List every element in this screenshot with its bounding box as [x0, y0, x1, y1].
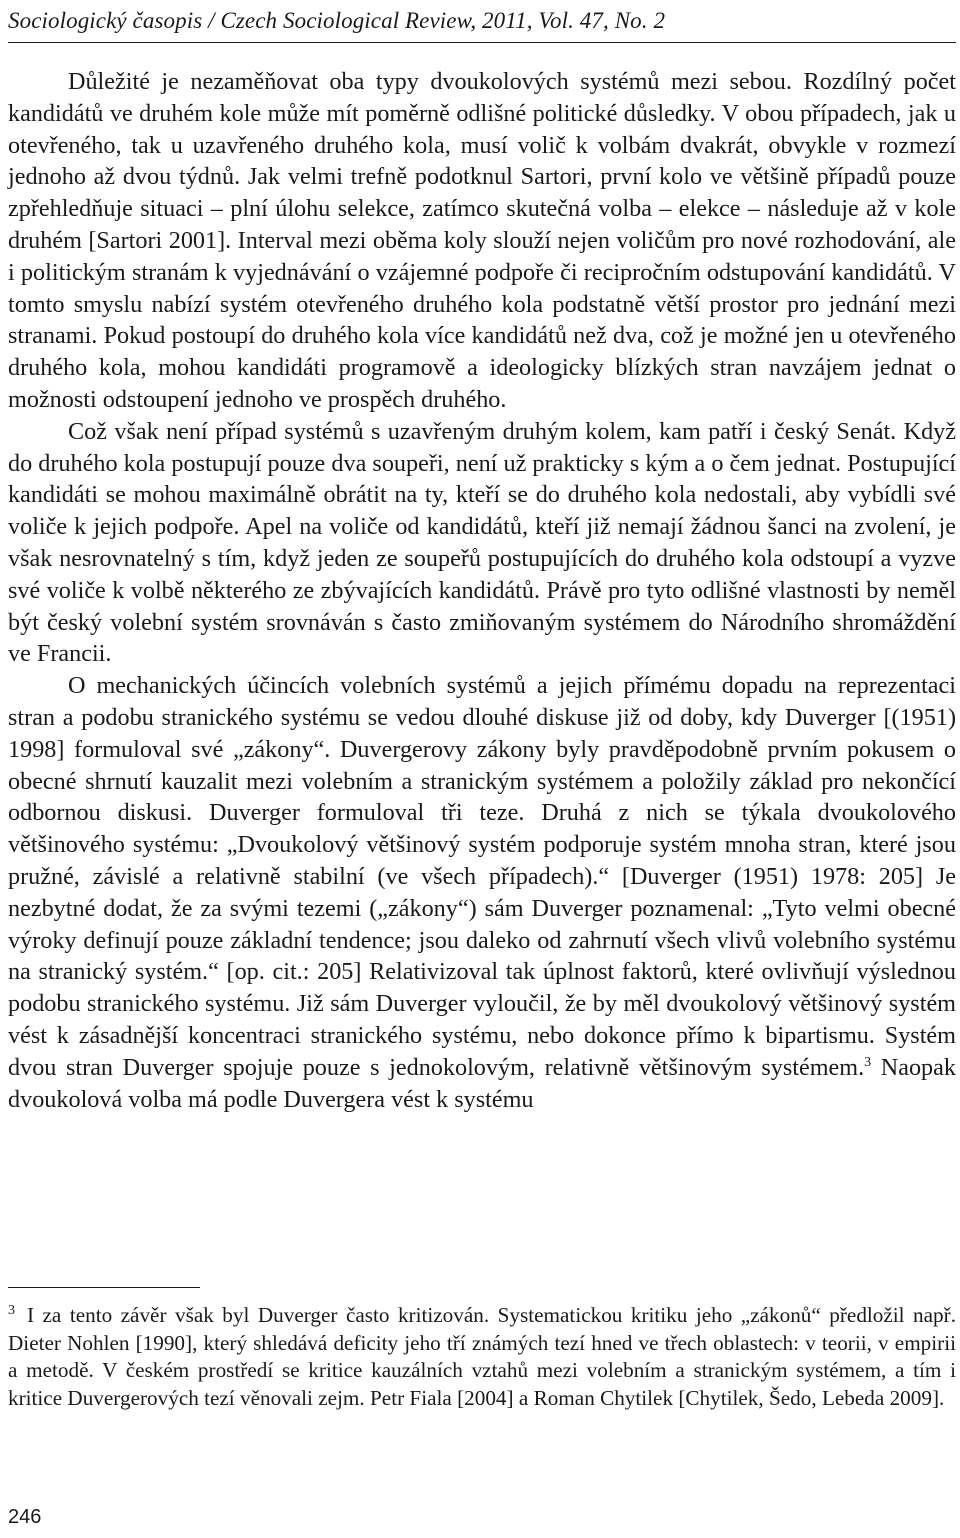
running-header: Sociologický časopis / Czech Sociological Review, 2011, Vol. 47, No. 2 — [8, 8, 666, 33]
page-number: 246 — [8, 1506, 42, 1528]
footnote-reference[interactable]: 3 — [864, 1054, 872, 1070]
footnote-text: I za tento závěr však byl Duverger často kritizován. Systematickou kritiku jeho „zákonů“ předložil např. Dieter Nohlen [1990], který shledává deficity jeho tří známých tezí hned ve třech oblastech: v teorii, v empirii a metodě. V českém prostředí se kritice kauzálních vztahů mezi volebním a stranickým systémem, a tím i kritice Duvergerových tezí věnovali zejm. Petr Fiala [2004] a Roman Chytilek [Chytilek, Šedo, Lebeda 2009]. — [8, 1303, 956, 1410]
paragraph-3 — [8, 670, 956, 1115]
paragraph-1: Důležité je nezaměňovat oba typy dvoukolových systémů mezi sebou. Rozdílný počet kandidátů ve druhém kole může mít poměrně odlišné politické důsledky. V obou případech, jak u otevřeného, tak u uzavřeného druhého kola, musí volič k volbám dvakrát, obvykle v rozmezí jednoho až dvou týdnů. Jak velmi trefně podotknul Sartori, první kolo ve většině případů pouze zpřehledňuje situaci – plní úlohu selekce, zatímco skutečná volba – elekce – následuje až v kole druhém [Sartori 2001]. Interval mezi oběma koly slouží nejen voličům pro nové rozhodování, ale i politickým stranám k vyjednávání o vzájemné podpoře či recipročním odstupování kandidátů. V tomto smyslu nabízí systém otevřeného druhého kola podstatně větší prostor pro jednání mezi stranami. Pokud postoupí do druhého kola více kandidátů než dva, což je možné jen u otevřeného druhého kola, mohou kandidáti programově a ideologicky blízkých stran navzájem jednat o možnosti odstoupení jednoho ve prospěch druhého. — [8, 68, 956, 413]
paragraph-3-text: O mechanických účincích volebních systémů a jejich přímému dopadu na reprezentaci stran a podobu stranického systému se vedou dlouhé diskuse již od doby, kdy Duverger [(1951) 1998] formuloval své „zákony“. Duvergerovy zákony byly pravděpodobně prvním pokusem o obecné shrnutí kauzalit mezi volebním a stranickým systémem a položily základ pro nekončící odbornou diskusi. Duverger formuloval tři teze. Druhá z nich se týkala dvoukolového většinového systému: „Dvoukolový většinový systém podporuje systém mnoha stran, které jsou pružné, závislé a relativně stabilní (ve všech případech).“ [Duverger (1951) 1978: 205] Je nezbytné dodat, že za svými tezemi („zákony“) sám Duverger poznamenal: „Tyto velmi obecné výroky definují pouze základní tendence; jsou daleko od zahrnutí všech vlivů volebního systému na stranický systém.“ [op. cit.: 205] Relativizoval tak úplnost faktorů, které ovlivňují výslednou podobu stranického systému. Již sám Duverger vyloučil, že by měl dvoukolový většinový systém vést k zásadnější koncentraci stranického systému, nebo dokonce přímo k bipartismu. Systém dvou stran Duverger spojuje pouze s jednokolovým, relativně většinovým systémem. — [8, 672, 956, 1081]
article-body — [8, 66, 956, 1115]
footnote-number: 3 — [8, 1302, 15, 1318]
paragraph-2: Což však není případ systémů s uzavřeným druhým kolem, kam patří i český Senát. Když do druhého kola postupují pouze dva soupeři, není už prakticky s kým a o čem jednat. Postupující kandidáti se mohou maximálně obrátit na ty, kteří se do druhého kola nedostali, aby vybídli své voliče k jejich podpoře. Apel na voliče od kandidátů, kteří již nemají žádnou šanci na zvolení, je však nesrovnatelný s tím, když jeden ze soupeřů postupujících do druhého kola odstoupí a vyzve své voliče k volbě některého ze zbývajících kandidátů. Právě pro tyto odlišné vlastnosti by neměl být český volební systém srovnáván s často zmiňovaným systémem do Národního shromáždění ve Francii. — [8, 417, 956, 668]
header-rule — [8, 42, 956, 43]
footnote — [8, 1302, 956, 1412]
footnote-rule — [8, 1287, 200, 1288]
paragraph-3-tail: Naopak dvoukolová volba má podle Duvergera vést k systému — [8, 1053, 956, 1113]
